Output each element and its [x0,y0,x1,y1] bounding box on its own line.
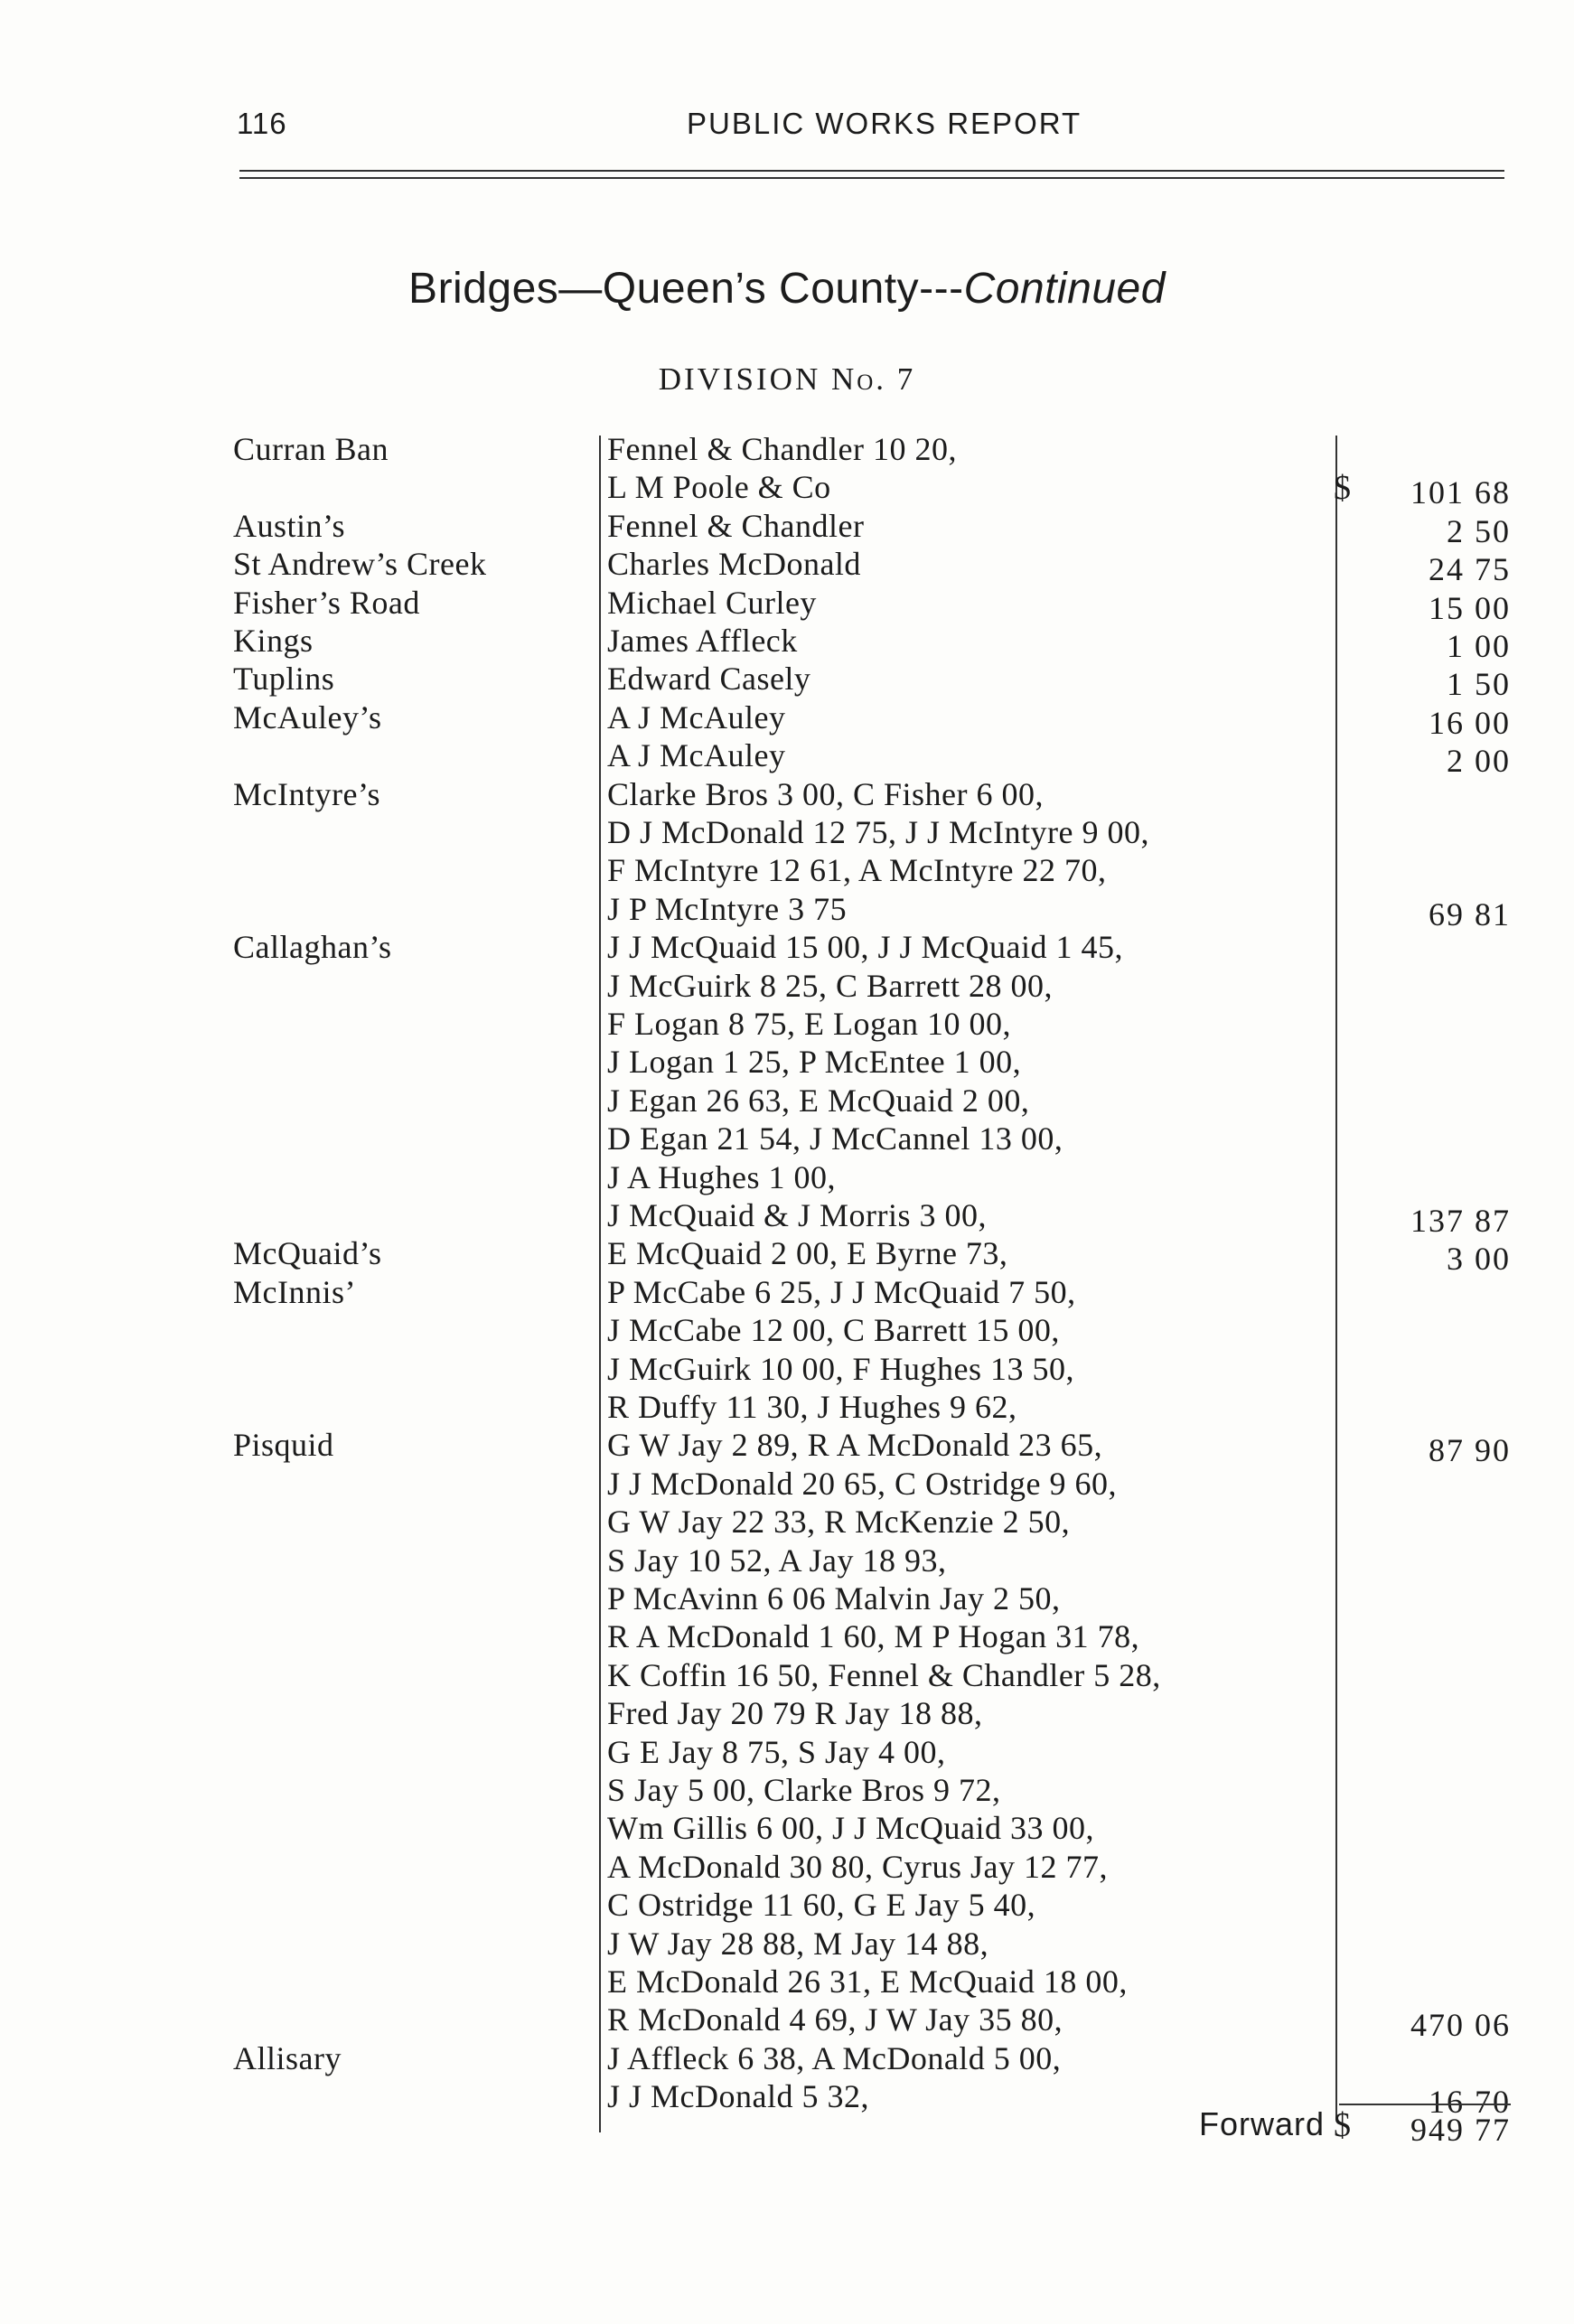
payee-line: R Duffy 11 30, J Hughes 9 62, [607,1389,1017,1425]
payee-line: James Affleck [607,623,798,659]
payee-line: Charles McDonald [607,546,861,583]
bridge-name: Pisquid [233,1427,334,1464]
payee-line: E McDonald 26 31, E McQuaid 18 00, [607,1963,1128,2000]
running-head: PUBLIC WORKS REPORT [687,107,1082,140]
payee-line: P McCabe 6 25, J J McQuaid 7 50, [607,1273,1076,1310]
amount: 69 81 [1429,895,1511,932]
title-main: Bridges—Queen’s County--- [408,265,964,313]
payee-line: F McIntyre 12 61, A McIntyre 22 70, [607,852,1107,889]
amount: 1 50 [1447,666,1511,703]
bridge-name: Austin’s [233,507,346,544]
amount: 24 75 [1429,551,1511,588]
payee-line: J McCabe 12 00, C Barrett 15 00, [607,1312,1060,1349]
payee-line: Clarke Bros 3 00, C Fisher 6 00, [607,775,1044,812]
payee-line: J W Jay 28 88, M Jay 14 88, [607,1925,989,1962]
header-rule-bottom [239,177,1504,179]
payee-line: S Jay 5 00, Clarke Bros 9 72, [607,1772,1001,1808]
payee-line: K Coffin 16 50, Fennel & Chandler 5 28, [607,1656,1161,1693]
header-rule-top [239,170,1504,172]
amount: 16 00 [1429,704,1511,741]
payee-line: R McDonald 4 69, J W Jay 35 80, [607,2001,1063,2038]
bridge-name: Kings [233,623,314,659]
division-heading: DIVISION No. 7 [658,361,916,397]
payee-line: D J McDonald 12 75, J J McIntyre 9 00, [607,814,1149,850]
amount: 87 90 [1429,1432,1511,1469]
payee-line: J A Hughes 1 00, [607,1158,837,1195]
amount: 15 00 [1429,589,1511,626]
total-rule [1339,2104,1511,2105]
dollar-sign: $ [1334,469,1351,507]
payee-line: J Logan 1 25, P McEntee 1 00, [607,1044,1022,1081]
payee-line: F Logan 8 75, E Logan 10 00, [607,1006,1011,1042]
forward-label: Forward [1198,2105,1325,2142]
bridge-name: McAuley’s [233,698,382,736]
payee-line: E McQuaid 2 00, E Byrne 73, [607,1235,1008,1272]
column-rule-payees [599,436,601,2132]
forward-total: 949 77 [1410,2112,1511,2148]
amount: 2 00 [1447,743,1511,780]
payee-line: P McAvinn 6 06 Malvin Jay 2 50, [607,1580,1061,1616]
page-number: 116 [237,107,287,140]
amount: 101 68 [1410,474,1511,511]
bridge-name: McInnis’ [233,1273,356,1310]
bridge-name: Fisher’s Road [233,584,420,621]
amount: 470 06 [1410,2007,1511,2044]
bridge-name: McQuaid’s [233,1235,382,1272]
payee-line: Fred Jay 20 79 R Jay 18 88, [607,1695,983,1732]
title-continued: Continued [963,265,1166,313]
bridge-name: Callaghan’s [233,929,392,966]
payee-line: Wm Gillis 6 00, J J McQuaid 33 00, [607,1810,1094,1847]
payee-line: Fennel & Chandler 10 20, [607,431,957,467]
payee-line: J P McIntyre 3 75 [607,890,848,927]
payee-line: Michael Curley [607,584,817,621]
bridge-name: McIntyre’s [233,775,380,812]
payee-line: R A McDonald 1 60, M P Hogan 31 78, [607,1618,1140,1655]
payee-line: C Ostridge 11 60, G E Jay 5 40, [607,1887,1036,1924]
payee-line: Fennel & Chandler [607,507,865,544]
payee-line: J McQuaid & J Morris 3 00, [607,1197,987,1233]
payee-line: G W Jay 2 89, R A McDonald 23 65, [607,1427,1103,1464]
amount: 16 70 [1429,2084,1511,2121]
payee-line: G W Jay 22 33, R McKenzie 2 50, [607,1504,1071,1541]
bridge-name: Curran Ban [233,431,389,467]
bridge-name: St Andrew’s Creek [233,546,487,583]
payee-line: L M Poole & Co [607,469,831,506]
payee-line: D Egan 21 54, J McCannel 13 00, [607,1120,1063,1157]
amount: 137 87 [1410,1203,1511,1239]
payee-line: S Jay 10 52, A Jay 18 93, [607,1542,947,1579]
payee-line: J Affleck 6 38, A McDonald 5 00, [607,2039,1062,2076]
amount: 2 50 [1447,512,1511,549]
payee-line: A J McAuley [607,698,786,736]
payee-line: J J McDonald 5 32, [607,2078,869,2115]
payee-line: J J McQuaid 15 00, J J McQuaid 1 45, [607,929,1123,966]
payee-line: J Egan 26 63, E McQuaid 2 00, [607,1082,1030,1119]
payee-line: G E Jay 8 75, S Jay 4 00, [607,1733,946,1770]
page-title [0,264,1574,314]
payee-line: J J McDonald 20 65, C Ostridge 9 60, [607,1465,1117,1502]
total-dollar-sign: $ [1334,2106,1351,2144]
payee-line: A McDonald 30 80, Cyrus Jay 12 77, [607,1848,1108,1885]
payee-line: Edward Casely [607,661,811,698]
payee-line: J McGuirk 10 00, F Hughes 13 50, [607,1350,1074,1387]
bridge-name: Tuplins [233,661,335,698]
amount: 1 00 [1447,628,1511,664]
payee-line: J McGuirk 8 25, C Barrett 28 00, [607,967,1053,1004]
payee-line: A J McAuley [607,737,786,774]
amount: 3 00 [1447,1241,1511,1278]
bridge-name: Allisary [233,2039,342,2076]
